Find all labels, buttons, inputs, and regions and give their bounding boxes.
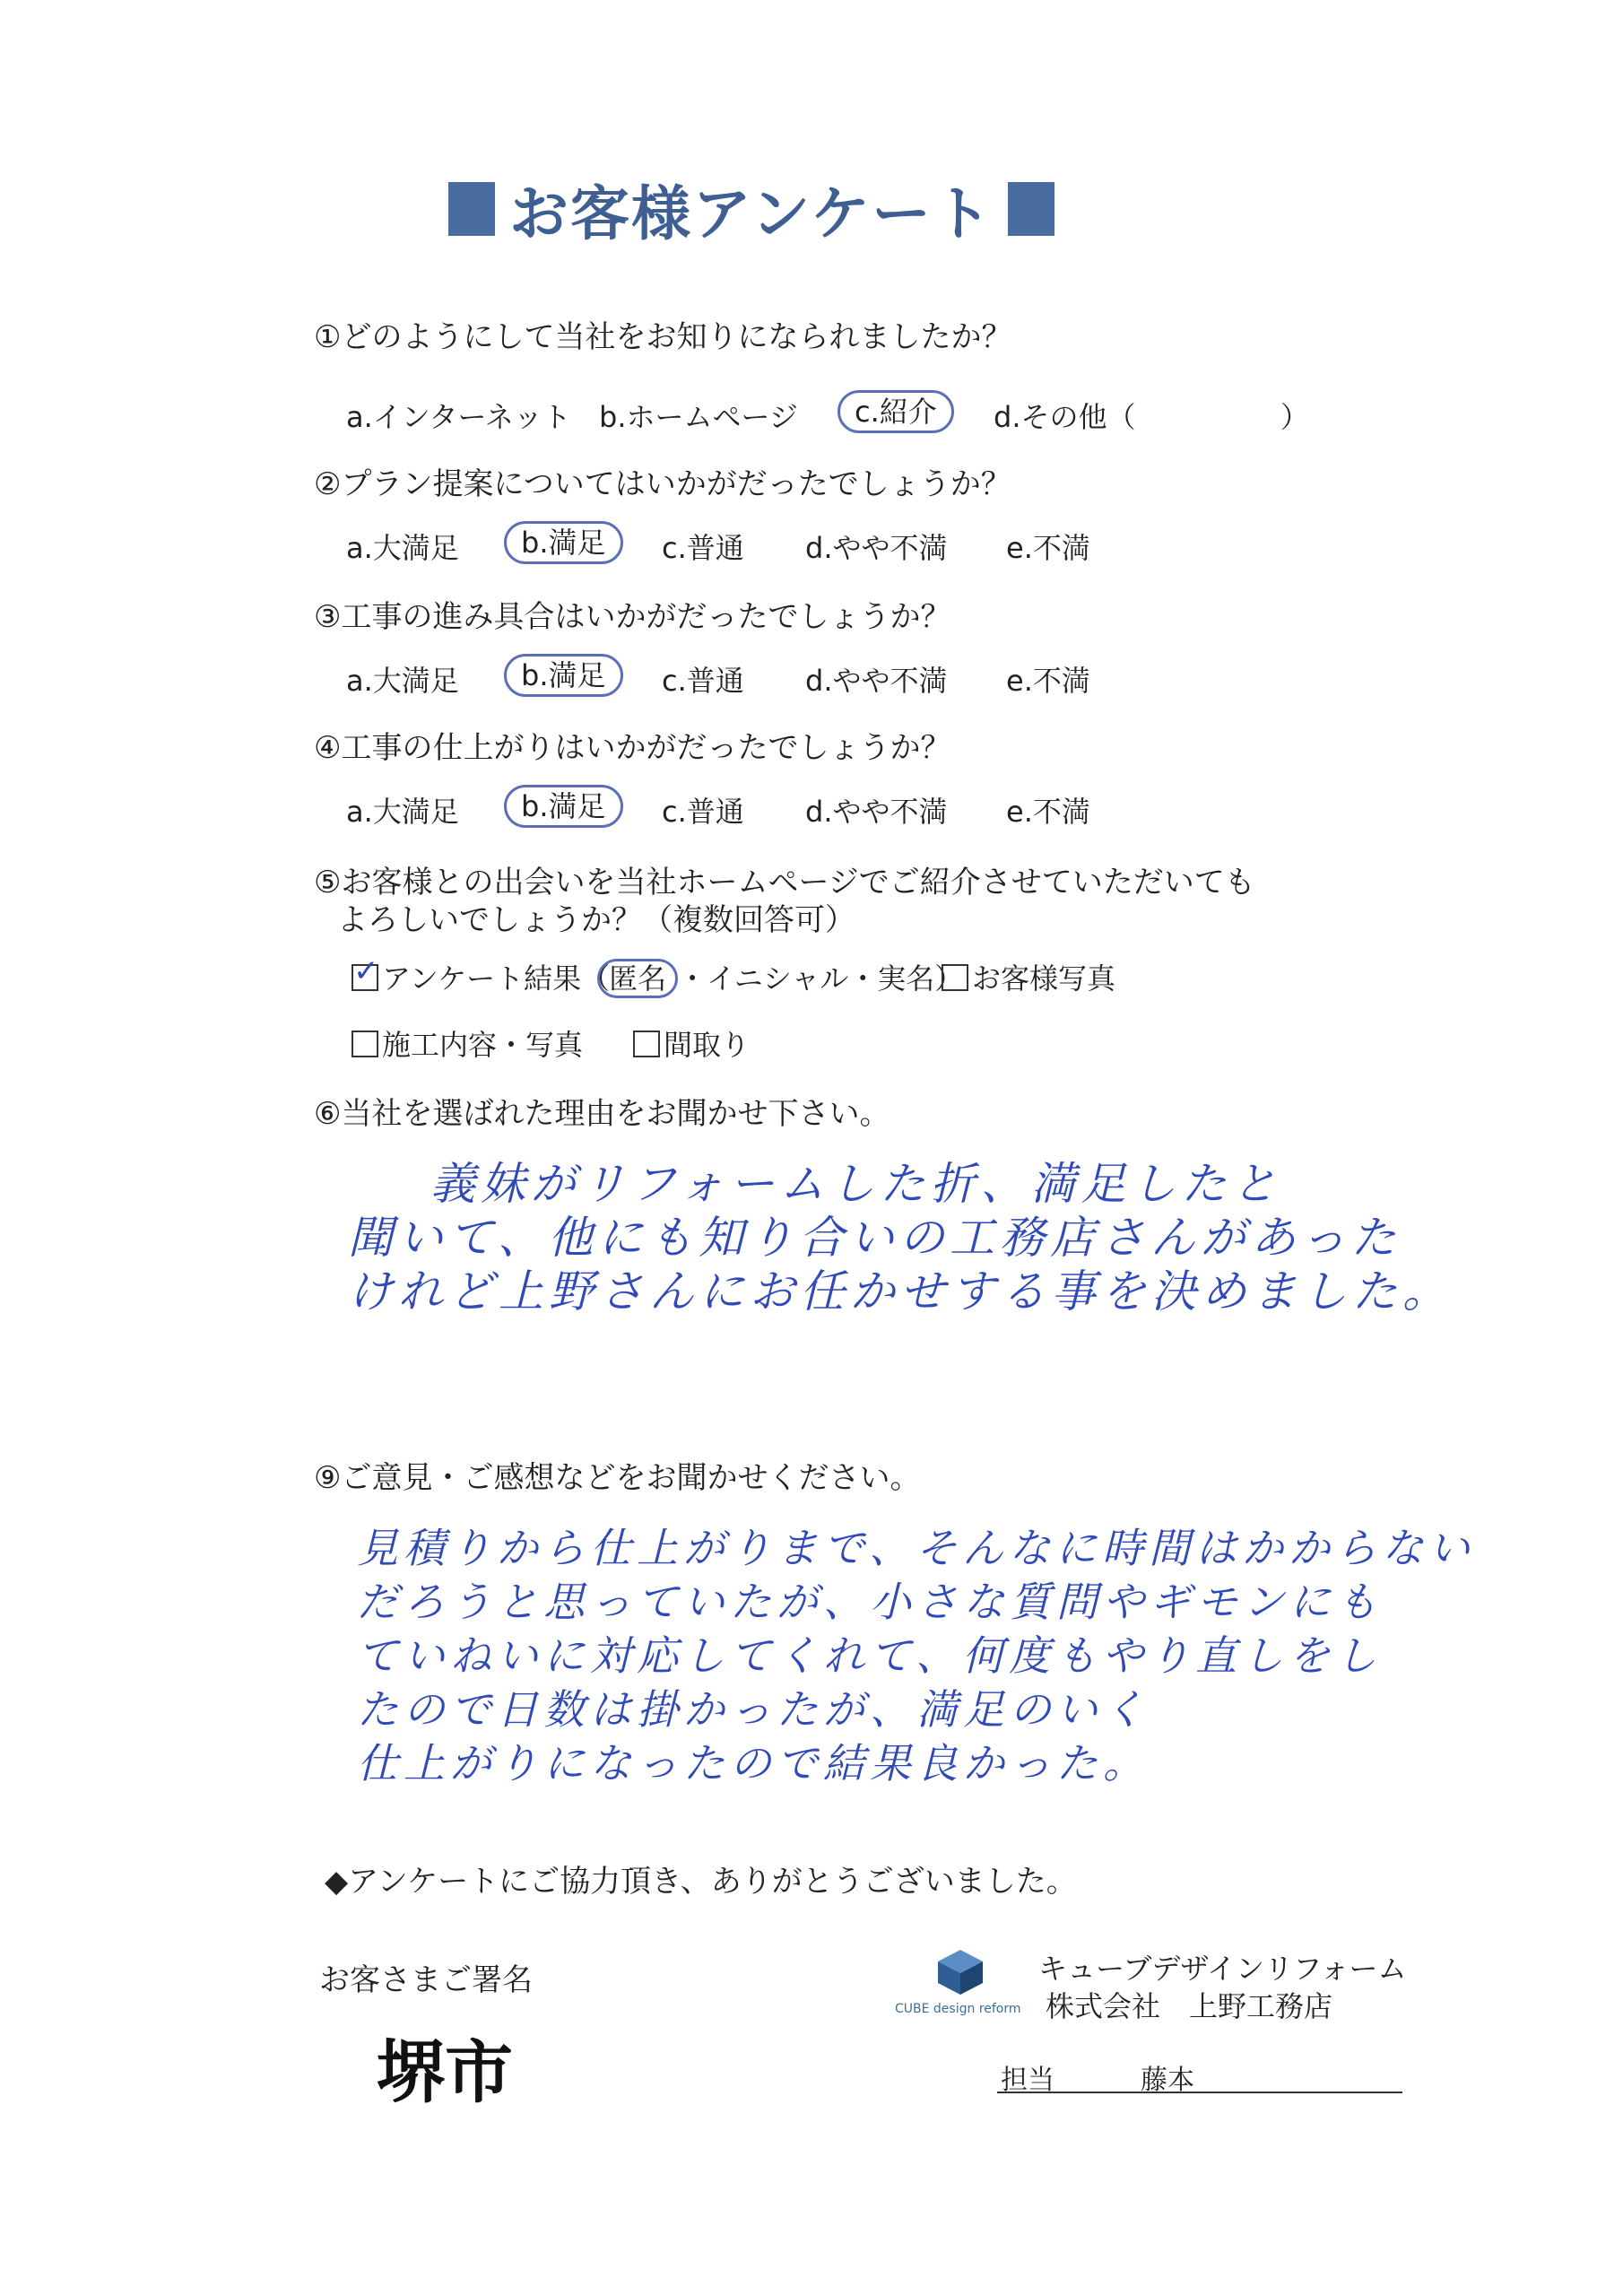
check-mark-icon: ✓ [353,953,379,989]
q1-option-a: a.インターネット [346,400,571,434]
q5-check3 [352,1022,583,1064]
signature-label: お客さまご署名 [319,1962,533,1998]
q5-check1-checkbox [352,953,379,991]
signature-name: 堺市 [377,2032,513,2112]
q6-answer-line1: 義妹がリフォームした折、満足したと [430,1158,1282,1210]
q1-option-b: b.ホームページ [599,400,798,434]
q3-question: ③工事の進み具合はいかがだったでしょうか？ [314,599,951,635]
company-name-line1: キューブデザインリフォーム [1038,1952,1407,1986]
q5-check2-text: お客様写真 [972,961,1116,996]
q1-option-d: d.その他（ [994,400,1136,434]
q3-option-c: c.普通 [662,664,744,698]
q5-check4 [633,1022,750,1064]
title-text: お客様アンケート [509,179,994,248]
q2-option-b-selected [518,520,623,561]
q2-selected-circle: b.満足 [504,521,623,564]
q5-check4-label: 間取り [664,1028,751,1062]
q9-answer-line1: 見積りから仕上がりまで、そんなに時間はかからない [357,1524,1476,1572]
q1-option-c-selected [852,389,954,430]
q3-option-b-selected [518,653,623,694]
staff-label: 担当 [1001,2065,1055,2096]
q5-check1-pre: アンケート結果（ [382,961,611,996]
q3-option-d: d.やや不満 [805,664,948,698]
logo-text: CUBE design reform [895,2002,1021,2016]
q5-check4-checkbox [633,1031,660,1057]
cube-logo-icon [936,1948,985,1996]
q5-check3-checkbox [352,1031,378,1057]
q1-question: ①どのようにして当社をお知りになられましたか？ [314,319,1012,355]
staff-line [997,2057,1402,2096]
q5-check1-circled: 匿名 [597,959,678,998]
staff-name: 藤本 [1141,2065,1194,2096]
q3-selected-circle: b.満足 [504,654,623,697]
q9-answer-line5: 仕上がりになったので結果良かった。 [357,1739,1150,1787]
company-logo [936,1948,985,2000]
q4-option-e: e.不満 [1006,795,1090,829]
q9-answer-line3: ていねいに対応してくれて、何度もやり直しをし [357,1631,1383,1680]
q3-option-a: a.大満足 [346,664,459,698]
q5-check2-checkbox [942,964,968,991]
q6-question: ⑥当社を選ばれた理由をお聞かせ下さい。 [314,1096,890,1132]
q9-answer-line4: たので日数は掛かったが、満足のいく [357,1685,1150,1734]
title-square-left-icon [448,182,495,236]
q3-option-e: e.不満 [1006,664,1090,698]
q5-check3-label: 施工内容・写真 [382,1028,584,1062]
q2-question: ②プラン提案についてはいかがだったでしょうか？ [314,466,1011,502]
q5-check1 [352,953,964,997]
q6-answer-line2: 聞いて、他にも知り合いの工務店さんがあった [348,1212,1402,1264]
q4-question: ④工事の仕上がりはいかがだったでしょうか？ [314,730,951,766]
q5-check1-post: ・イニシャル・実名） [678,961,964,996]
q1-selected-circle: c.紹介 [838,390,954,433]
q9-question: ⑨ご意見・ご感想などをお聞かせください。 [314,1460,921,1496]
title-square-right-icon [1008,182,1055,236]
q4-option-c: c.普通 [662,795,744,829]
q5-question-line1: ⑤お客様との出会いを当社ホームページでご紹介させていただいても [314,865,1255,900]
q4-option-b-selected [518,784,623,825]
q2-option-e: e.不満 [1006,531,1090,565]
q2-option-a: a.大満足 [346,531,459,565]
q5-check2 [942,956,1115,997]
q4-option-d: d.やや不満 [805,795,948,829]
q6-answer-line3: けれど上野さんにお任かせする事を決めました。 [348,1265,1453,1318]
thanks-message: ◆アンケートにご協力頂き、ありがとうございました。 [325,1864,1077,1900]
q4-option-a: a.大満足 [346,795,459,829]
q1-close-paren: ） [1280,400,1310,434]
q9-answer-line2: だろうと思っていたが、小さな質問やギモンにも [357,1578,1383,1626]
q4-selected-circle: b.満足 [504,785,623,828]
page-title [448,166,1055,251]
q2-option-c: c.普通 [662,531,744,565]
company-name-line2: 株式会社 上野工務店 [1046,1989,1333,2023]
q2-option-d: d.やや不満 [805,531,948,565]
q5-question-line2: よろしいでしょうか？（複数回答可） [337,902,855,938]
